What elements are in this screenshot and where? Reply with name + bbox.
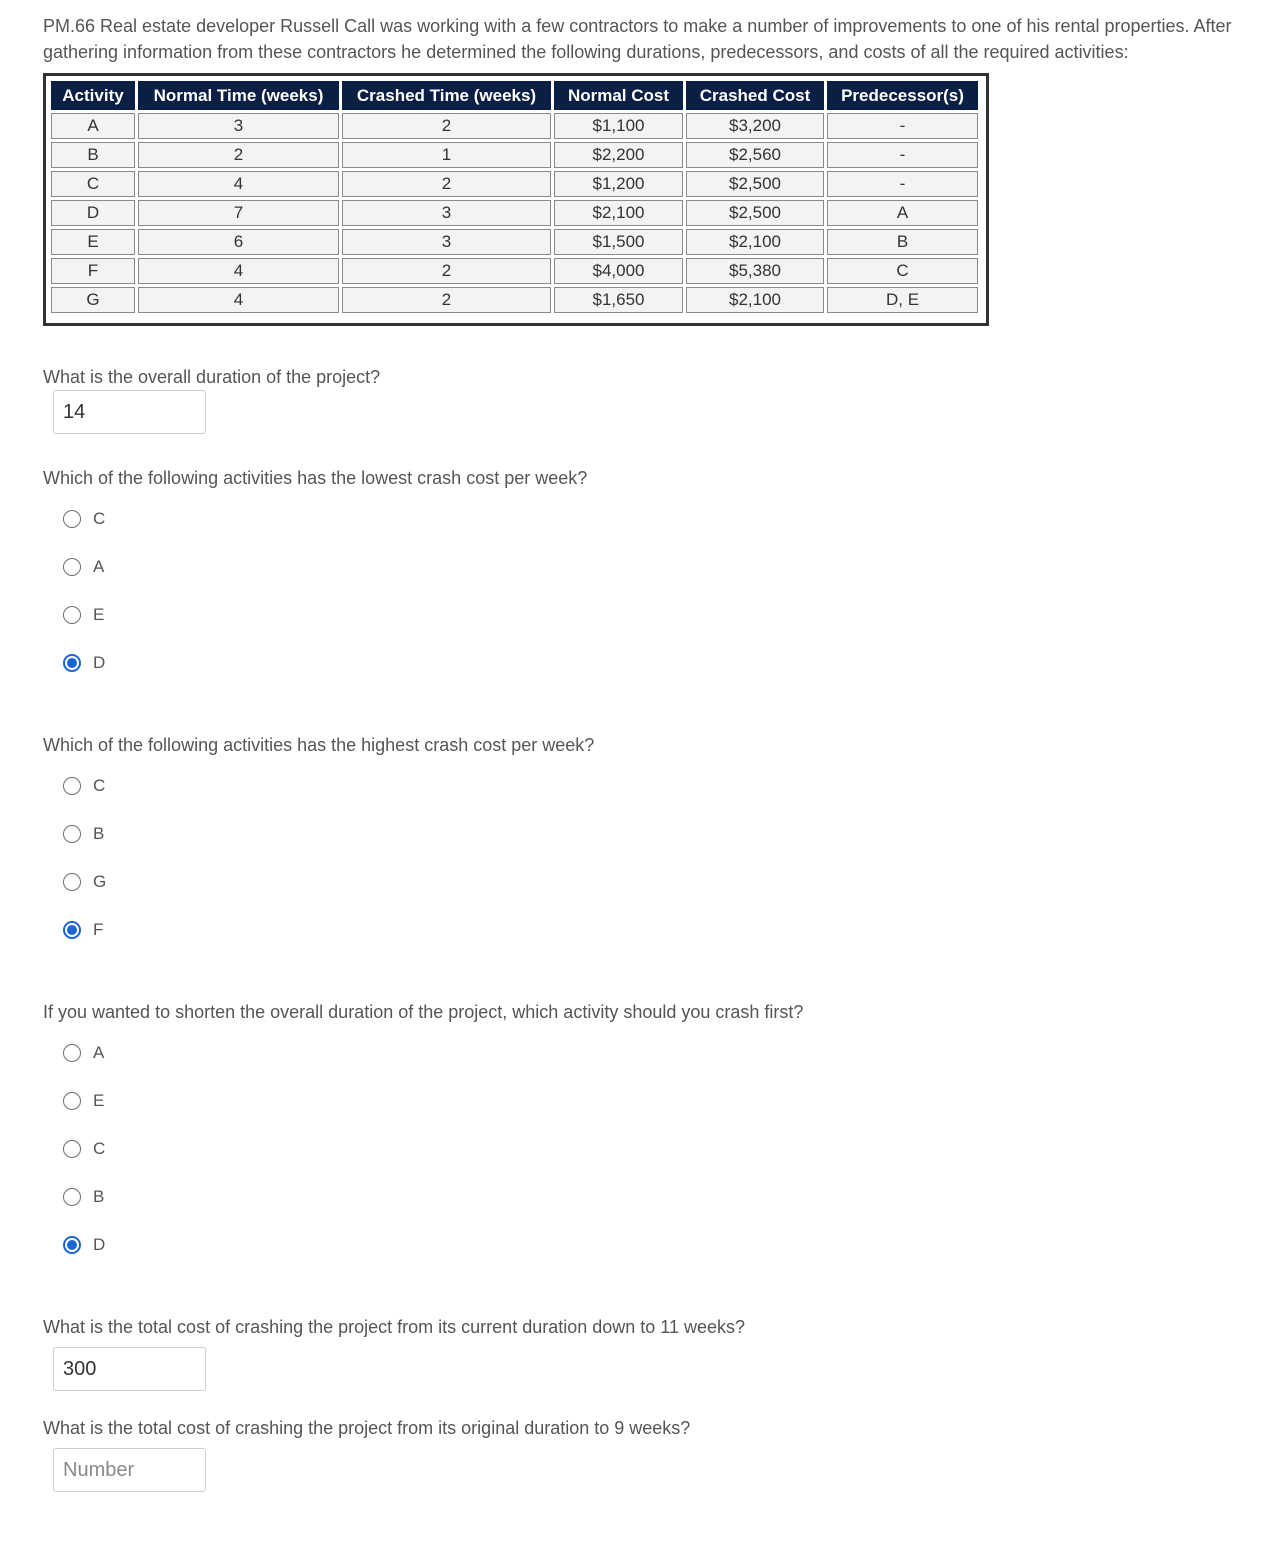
option-label: B bbox=[93, 824, 105, 843]
table-row bbox=[51, 200, 978, 226]
table-row bbox=[51, 113, 978, 139]
cell-crashed-time: 3 bbox=[342, 200, 551, 226]
table-row bbox=[51, 171, 978, 197]
cell-crashed-time: 2 bbox=[342, 113, 551, 139]
cell-activity: F bbox=[51, 258, 135, 284]
q4-option-d[interactable] bbox=[63, 1234, 105, 1256]
q4-option-c[interactable] bbox=[63, 1138, 105, 1160]
cell-predecessors: C bbox=[827, 258, 978, 284]
option-label: E bbox=[93, 1091, 105, 1110]
q3-option-g[interactable] bbox=[63, 871, 106, 893]
question-lowest-crash-cost: Which of the following activities has the lowest crash cost per week? bbox=[43, 468, 588, 488]
cell-crashed-time: 1 bbox=[342, 142, 551, 168]
cell-normal-time: 4 bbox=[138, 171, 339, 197]
cell-normal-cost: $1,100 bbox=[554, 113, 683, 139]
cell-activity: G bbox=[51, 287, 135, 313]
cell-crashed-cost: $2,100 bbox=[686, 229, 824, 255]
question-crash-to-11-weeks: What is the total cost of crashing the project from its current duration down to 11 weeks? bbox=[43, 1317, 746, 1337]
q4-option-e[interactable] bbox=[63, 1090, 104, 1112]
header-crashed-cost: Crashed Cost bbox=[686, 81, 824, 110]
radio-button[interactable] bbox=[63, 873, 81, 891]
cell-normal-time: 4 bbox=[138, 287, 339, 313]
question-crash-first: If you wanted to shorten the overall duration of the project, which activity should you crash first? bbox=[43, 1002, 804, 1022]
question-duration: What is the overall duration of the project? bbox=[43, 367, 381, 387]
cell-activity: C bbox=[51, 171, 135, 197]
option-label: C bbox=[93, 509, 106, 528]
q2-option-a[interactable] bbox=[63, 556, 104, 578]
q2-option-c[interactable] bbox=[63, 508, 105, 530]
cell-normal-time: 3 bbox=[138, 113, 339, 139]
q2-option-d[interactable] bbox=[63, 652, 105, 674]
header-normal-time: Normal Time (weeks) bbox=[138, 81, 339, 110]
cell-normal-cost: $1,500 bbox=[554, 229, 683, 255]
header-crashed-time: Crashed Time (weeks) bbox=[342, 81, 551, 110]
cell-normal-cost: $4,000 bbox=[554, 258, 683, 284]
radio-button[interactable] bbox=[63, 921, 81, 939]
option-label: G bbox=[93, 872, 107, 891]
cell-normal-cost: $2,100 bbox=[554, 200, 683, 226]
q2-option-e[interactable] bbox=[63, 604, 104, 626]
cell-crashed-time: 2 bbox=[342, 171, 551, 197]
option-label: C bbox=[93, 776, 106, 795]
cell-predecessors: - bbox=[827, 171, 978, 197]
cell-crashed-cost: $2,560 bbox=[686, 142, 824, 168]
cell-predecessors: D, E bbox=[827, 287, 978, 313]
q4-option-b[interactable] bbox=[63, 1186, 104, 1208]
table-header-row bbox=[51, 81, 978, 110]
table-row bbox=[51, 229, 978, 255]
cell-predecessors: B bbox=[827, 229, 978, 255]
radio-button[interactable] bbox=[63, 606, 81, 624]
q3-option-b[interactable] bbox=[63, 823, 104, 845]
option-label: E bbox=[93, 605, 105, 624]
cell-activity: E bbox=[51, 229, 135, 255]
cell-crashed-cost: $5,380 bbox=[686, 258, 824, 284]
cell-crashed-cost: $2,500 bbox=[686, 200, 824, 226]
cell-predecessors: A bbox=[827, 200, 978, 226]
option-label: D bbox=[93, 1235, 106, 1254]
cell-crashed-cost: $2,100 bbox=[686, 287, 824, 313]
header-predecessors: Predecessor(s) bbox=[827, 81, 978, 110]
cell-activity: D bbox=[51, 200, 135, 226]
activity-table bbox=[48, 78, 981, 316]
radio-button[interactable] bbox=[63, 1044, 81, 1062]
option-label: F bbox=[93, 920, 104, 939]
cell-crashed-time: 3 bbox=[342, 229, 551, 255]
cell-activity: B bbox=[51, 142, 135, 168]
question-crash-to-9-weeks: What is the total cost of crashing the project from its original duration to 9 weeks? bbox=[43, 1418, 691, 1438]
radio-button[interactable] bbox=[63, 654, 81, 672]
option-label: D bbox=[93, 653, 106, 672]
radio-button[interactable] bbox=[63, 777, 81, 795]
duration-answer-input[interactable] bbox=[53, 390, 206, 434]
problem-statement: PM.66 Real estate developer Russell Call was working with a few contractors to make a number of improvements to one of his rental properties. After gathering information from these contractors he determined the following durations, predecessors, and costs of all the required activities: bbox=[43, 16, 1232, 62]
cell-predecessors: - bbox=[827, 142, 978, 168]
cell-crashed-time: 2 bbox=[342, 287, 551, 313]
header-activity: Activity bbox=[51, 81, 135, 110]
cell-normal-cost: $2,200 bbox=[554, 142, 683, 168]
radio-button[interactable] bbox=[63, 1092, 81, 1110]
cell-crashed-cost: $2,500 bbox=[686, 171, 824, 197]
radio-button[interactable] bbox=[63, 1188, 81, 1206]
cell-crashed-cost: $3,200 bbox=[686, 113, 824, 139]
q3-option-c[interactable] bbox=[63, 775, 105, 797]
option-label: C bbox=[93, 1139, 106, 1158]
cell-crashed-time: 2 bbox=[342, 258, 551, 284]
cell-normal-time: 6 bbox=[138, 229, 339, 255]
cell-normal-cost: $1,650 bbox=[554, 287, 683, 313]
option-label: B bbox=[93, 1187, 105, 1206]
radio-button[interactable] bbox=[63, 1140, 81, 1158]
cell-normal-cost: $1,200 bbox=[554, 171, 683, 197]
table-row bbox=[51, 287, 978, 313]
option-label: A bbox=[93, 557, 105, 576]
option-label: A bbox=[93, 1043, 105, 1062]
header-normal-cost: Normal Cost bbox=[554, 81, 683, 110]
q3-option-f[interactable] bbox=[63, 919, 103, 941]
radio-button[interactable] bbox=[63, 510, 81, 528]
radio-button[interactable] bbox=[63, 825, 81, 843]
question-highest-crash-cost: Which of the following activities has the highest crash cost per week? bbox=[43, 735, 595, 755]
cell-activity: A bbox=[51, 113, 135, 139]
radio-button[interactable] bbox=[63, 1236, 81, 1254]
cell-normal-time: 2 bbox=[138, 142, 339, 168]
crash-9-weeks-input[interactable] bbox=[53, 1448, 206, 1492]
cell-normal-time: 7 bbox=[138, 200, 339, 226]
table-row bbox=[51, 258, 978, 284]
crash-11-weeks-input[interactable] bbox=[53, 1347, 206, 1391]
cell-normal-time: 4 bbox=[138, 258, 339, 284]
q4-option-a[interactable] bbox=[63, 1042, 104, 1064]
cell-predecessors: - bbox=[827, 113, 978, 139]
activity-table-frame bbox=[43, 73, 989, 326]
radio-button[interactable] bbox=[63, 558, 81, 576]
table-row bbox=[51, 142, 978, 168]
